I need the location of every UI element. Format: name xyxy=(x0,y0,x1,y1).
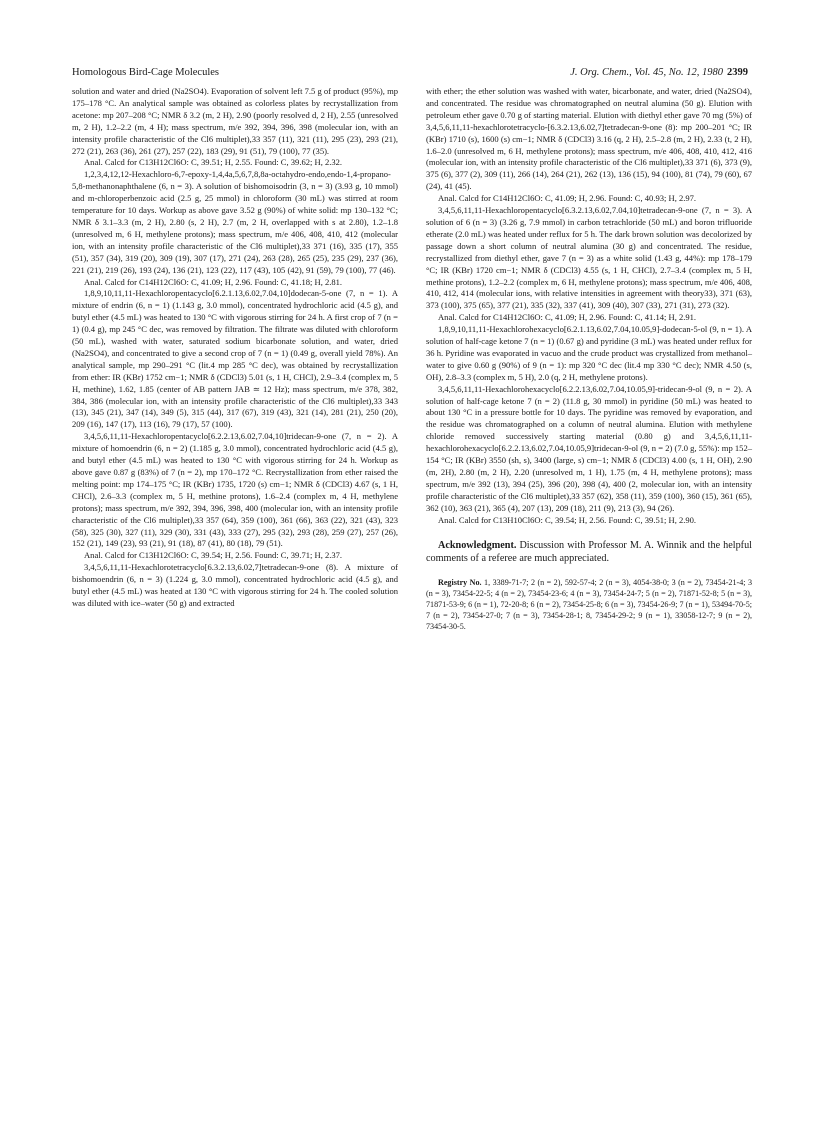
paragraph: 3,4,5,6,11,11-Hexachlorotetracyclo[6.3.2.13,6.02,7]tetradecan-9-one (8). A mixture of bishomoendrin (6, n = 3) (1.224 g, 3.0 mmol), concentrated hydrochloric acid (4.5 g), and butyl ether (4.5 mL) was heated at 130 °C with vigorous stirring for 24 h. The cooled solution was diluted with ice–water (50 g) and extracted xyxy=(72,562,398,608)
acknowledgment-text: Discussion with Professor M. A. Winnik and the helpful comments of a referee are much appreciated. xyxy=(426,539,753,564)
paragraph: 1,8,9,10,11,11-Hexachloropentacyclo[6.2.1.13,6.02,7.04,10]dodecan-5-one (7, n = 1). A mixture of endrin (6, n = 1) (1.143 g, 3.0 mmol), concentrated hydrochloric acid (4.5 g), and butyl ether (4.5 mL) was heated to 130 °C with vigorous stirring for 24 h. A first crop of 7 (n = 1) (0.4 g), mp 245 °C dec, was removed by filtration. The filtrate was diluted with chloroform (50 mL), washed with water, saturated sodium bicarbonate solution, and water, dried (Na2SO4), and concentrated to give a second crop of 7 (n = 1) (0.49 g, overall yield 78%). An analytical sample, mp 290–291 °C (lit.4 mp 285 °C dec), was obtained by recrystallization from ether: IR (KBr) 1752 cm−1; NMR δ (CDCl3) 5.01 (s, 1 H, CHCl), 2.9–3.4 (complex m, 5 H, methine), 1.62, 1.85 (center of AB pattern JAB ≃ 12 Hz); mass spectrum, m/e 378, 382, 384, 386 (molecular ion, with an intensity profile characteristic of the Cl6 multiplet),33 343 (13), 345 (21), 347 (14), 349 (5), 315 (44), 317 (67), 319 (43), 321 (14), 281 (21), 250 (20), 209 (16), 147 (17), 113 (16), 79 (17), 57 (100). xyxy=(72,288,398,430)
paragraph: Anal. Calcd for C14H12Cl6O: C, 41.09; H, 2.96. Found: C, 41.18; H, 2.81. xyxy=(84,276,343,287)
left-column xyxy=(72,86,398,610)
paragraph: 1,2,3,4,12,12-Hexachloro-6,7-epoxy-1,4,4a,5,6,7,8,8a-octahydro-endo,endo-1,4-propano-5,8-methanonaphthalene (6, n = 3). A solution of bishomoisodrin (3, n = 3) (3.93 g, 10 mmol) and m-chloroperbenzoic acid (2.5 g, 25 mmol) in chloroform (30 mL) was stirred at room temperature for 10 days. Workup as above gave 3.52 g (90%) of white solid: mp 130–132 °C; NMR δ 3.1–3.3 (m, 2 H), 2.80 (s, 2 H), 2.7 (m, 2 H, overlapped with s at 2.80), 1.2–1.8 (unresolved m, 6 H, methylene protons); mass spectrum, m/e 406, 408, 410, 412 (molecular ion, with an intensity profile characteristic of the Cl6 multiplet),33 371 (16), 335 (17), 355 (51), 357 (34), 319 (20), 309 (19), 307 (17), 271 (24), 263 (28), 265 (25), 235 (29), 237 (36), 221 (21), 219 (26), 193 (24), 136 (21), 123 (22), 117 (43), 105 (42), 91 (59), 79 (100), 77 (46). xyxy=(72,169,398,275)
paragraph: 1,8,9,10,11,11-Hexachlorohexacyclo[6.2.1.13,6.02,7.04,10.05,9]-dodecan-5-ol (9, n = 1). A solution of half-cage ketone 7 (n = 1) (0.67 g) and pyridine (3 mL) was heated under reflux for 36 h. Pyridine was evaporated in vacuo and the crude product was crystallized from methanol–water to give 0.60 g (90%) of 9 (n = 1): mp 320 °C dec (lit.4 mp 330 °C dec); NMR 4.50 (s, OH), 2.8–3.3 (complex m, 5 H), 2.0 (q, 2 H, methylene protons). xyxy=(426,324,752,382)
paragraph: 3,4,5,6,11,11-Hexachloropentacyclo[6.2.2.13,6.02,7.04,10]tridecan-9-one (7, n = 2). A mixture of homoendrin (6, n = 2) (1.185 g, 3.0 mmol), concentrated hydrochloric acid (4.5 g), and butyl ether (4.5 mL) was heated to 130 °C with vigorous stirring for 24 h. Workup as above gave 0.87 g (83%) of 7 (n = 2), mp 170–172 °C. Recrystallization from ether raised the melting point: mp 174–175 °C; IR (KBr) 1735, 1720 (s) cm−1; NMR δ (CDCl3) 4.67 (s, 1 H, CHCl), 2.6–3.3 (complex m, 5 H, methine protons), 1.6–2.4 (complex m, 4 H, methylene protons); mass spectrum, m/e 392, 394, 396, 398, 400 (molecular ion, with an intensity profile characteristic of the Cl6 multiplet),33 357 (64), 359 (100), 361 (66), 363 (22), 321 (43), 323 (58), 325 (30), 327 (11), 329 (30), 331 (43), 333 (27), 295 (32), 293 (28), 259 (27), 257 (26), 152 (21), 149 (23), 93 (21), 91 (18), 87 (41), 80 (18), 79 (51). xyxy=(72,431,398,549)
registry-numbers xyxy=(426,577,752,632)
registry-heading: Registry No. xyxy=(438,578,482,588)
paragraph: Anal. Calcd for C14H12Cl6O: C, 41.09; H, 2.96. Found: C, 40.93; H, 2.97. xyxy=(438,193,697,204)
paragraph: 3,4,5,6,11,11-Hexachlorohexacyclo[6.2.2.13,6.02,7.04,10.05,9]-tridecan-9-ol (9, n = 2). A solution of half-cage ketone 7 (n = 2) (11.8 g, 30 mmol) in pyridine (50 mL) was heated to about 130 °C in a pressure bottle for 10 days. The pyridine was removed by evaporation, and the residue was chromatographed on a column of neutral alumina. Elution with methylene chloride removed successively starting material (0.80 g) and 3,4,5,6,11,11-hexachlorohexacyclo[6.2.2.13,6.02,7.04,10.05,9]tridecan-9-ol (9, n = 2) (7.0 g, 55%): mp 152–154 °C; IR (KBr) 3550 (sh, s), 3400 (large, s) cm−1; NMR δ (CDCl3) 4.00 (s, 1 H, OH), 2.90 (m, 2H), 2.80 (m, 2 H), 2.20 (unresolved m, 1 H), 1.75 (m, 4 H, methylene protons); mass spectrum, m/e 392 (13), 394 (25), 396 (20), 398 (4), 400 (2, molecular ion, with an intensity profile characteristic of the Cl6 multiplet),33 357 (62), 358 (11), 359 (100), 360 (15), 361 (65), 362 (10), 363 (21), 365 (4), 207 (13), 209 (18), 211 (9), 213 (3), 94 (26). xyxy=(426,383,752,513)
paragraph: Anal. Calcd for C14H12Cl6O: C, 41.09; H, 2.96. Found: C, 41.14; H, 2.91. xyxy=(438,312,697,323)
paragraph: 3,4,5,6,11,11-Hexachloropentacyclo[6.3.2.13,6.02,7.04,10]tetradecan-9-one (7, n = 3). A solution of 6 (n = 3) (3.26 g, 7.9 mmol) in carbon tetrachloride (50 mL) and boron trifluoride etherate (2.0 mL) was heated under reflux for 5 h. The dark brown solution was decolorized by passage down a short column of neutral alumina (30 g) and concentrated. The residue, recrystallized from diethyl ether, gave 7 (n = 3) as a white solid (1.43 g, 44%): mp 178–179 °C; IR (KBr) 1720 cm−1; NMR δ (CDCl3) 4.55 (s, 1 H, CHCl), 2.7–3.4 (complex m, 5 H, methine protons), 1.2–2.2 (complex m, 6 H, methylene protons); mass spectrum, m/e 406, 408, 410, 412, 414 (molecular ions, with relative intensities in agreement with theory33), 371 (63), 373 (100), 375 (65), 377 (21), 335 (32), 337 (41), 309 (40), 307 (33), 271 (31), 273 (32). xyxy=(426,205,752,311)
registry-text: 1, 3389-71-7; 2 (n = 2), 592-57-4; 2 (n = 3), 4054-38-0; 3 (n = 2), 73454-21-4; 3 (n = 3), 73454-22-5; 4 (n = 2), 73454-23-6; 4 (n = 3), 73454-24-7; 5 (n = 2), 71871-52-8; 5 (n = 3), 71871-53-9; 6 (n = 1), 72-20-8; 6 (n = 2), 73454-25-8; 6 (n = 3), 73454-26-9; 7 (n = 1), 53494-70-5; 7 (n = 2), 73454-27-0; 7 (n = 3), 73454-28-1; 8, 73454-29-2; 9 (n = 1), 33058-12-7; 9 (n = 2), 73454-30-5. xyxy=(426,578,753,632)
running-header xyxy=(72,66,748,80)
paragraph: Anal. Calcd for C13H10Cl6O: C, 39.54; H, 2.56. Found: C, 39.51; H, 2.90. xyxy=(438,514,697,525)
right-column xyxy=(426,86,752,632)
acknowledgment xyxy=(426,539,752,566)
page-number: 2399 xyxy=(727,67,748,78)
acknowledgment-heading: Acknowledgment. xyxy=(438,539,517,551)
paragraph: solution and water and dried (Na2SO4). Evaporation of solvent left 7.5 g of product (95%), mp 175–178 °C. An analytical sample was obtained as colorless plates by recrystallization from acetone: mp 207–208 °C; NMR δ 3.2 (m, 2 H), 2.90 (poorly resolved d, 2 H), 2.55 (unresolved m, 2 H), 1.2–2.2 (m, 4 H); mass spectrum, m/e 392, 394, 396, 398 (molecular ion, with an intensity profile characteristic of the Cl6 multiplet),33 357 (11), 321 (11), 295 (23), 293 (21), 272 (21), 263 (36), 261 (27), 257 (22), 183 (29), 91 (51), 79 (100), 77 (35). xyxy=(72,86,398,156)
journal-citation xyxy=(570,66,748,80)
journal-name: J. Org. Chem., Vol. 45, No. 12, 1980 xyxy=(570,67,723,78)
paragraph: Anal. Calcd for C13H12Cl6O: C, 39.51; H, 2.55. Found: C, 39.62; H, 2.32. xyxy=(84,157,343,168)
paragraph: with ether; the ether solution was washed with water, bicarbonate, and water, dried (Na2SO4), and concentrated. The residue was chromatographed on neutral alumina (50 g). Elution with petroleum ether gave 0.70 g of starting material. Elution with diethyl ether gave 70 mg (5%) of 3,4,5,6,11,11-hexachlorotetracyclo-[6.3.2.13,6.02,7]tetradecan-9-one (8): mp 200–201 °C; IR (KBr) 1710 (s), 1600 (s) cm−1; NMR δ (CDCl3) 3.16 (q, 2 H), 2.5–2.8 (m, 2 H), 2.33 (t, 2 H), 1.6–2.0 (unresolved m, 6 H, methylene protons); mass spectrum, m/e 406, 408, 410, 412, 416 (molecular ion, with an intensity profile characteristic of the Cl6 multiplet),33 371 (6), 373 (9), 375 (6), 377 (2), 309 (11), 266 (14), 264 (21), 262 (13), 136 (15), 94 (100), 81 (74), 79 (60), 67 (24), 41 (45). xyxy=(426,86,752,192)
running-title: Homologous Bird-Cage Molecules xyxy=(72,67,219,78)
paragraph: Anal. Calcd for C13H12Cl6O: C, 39.54; H, 2.56. Found: C, 39.71; H, 2.37. xyxy=(84,550,343,561)
